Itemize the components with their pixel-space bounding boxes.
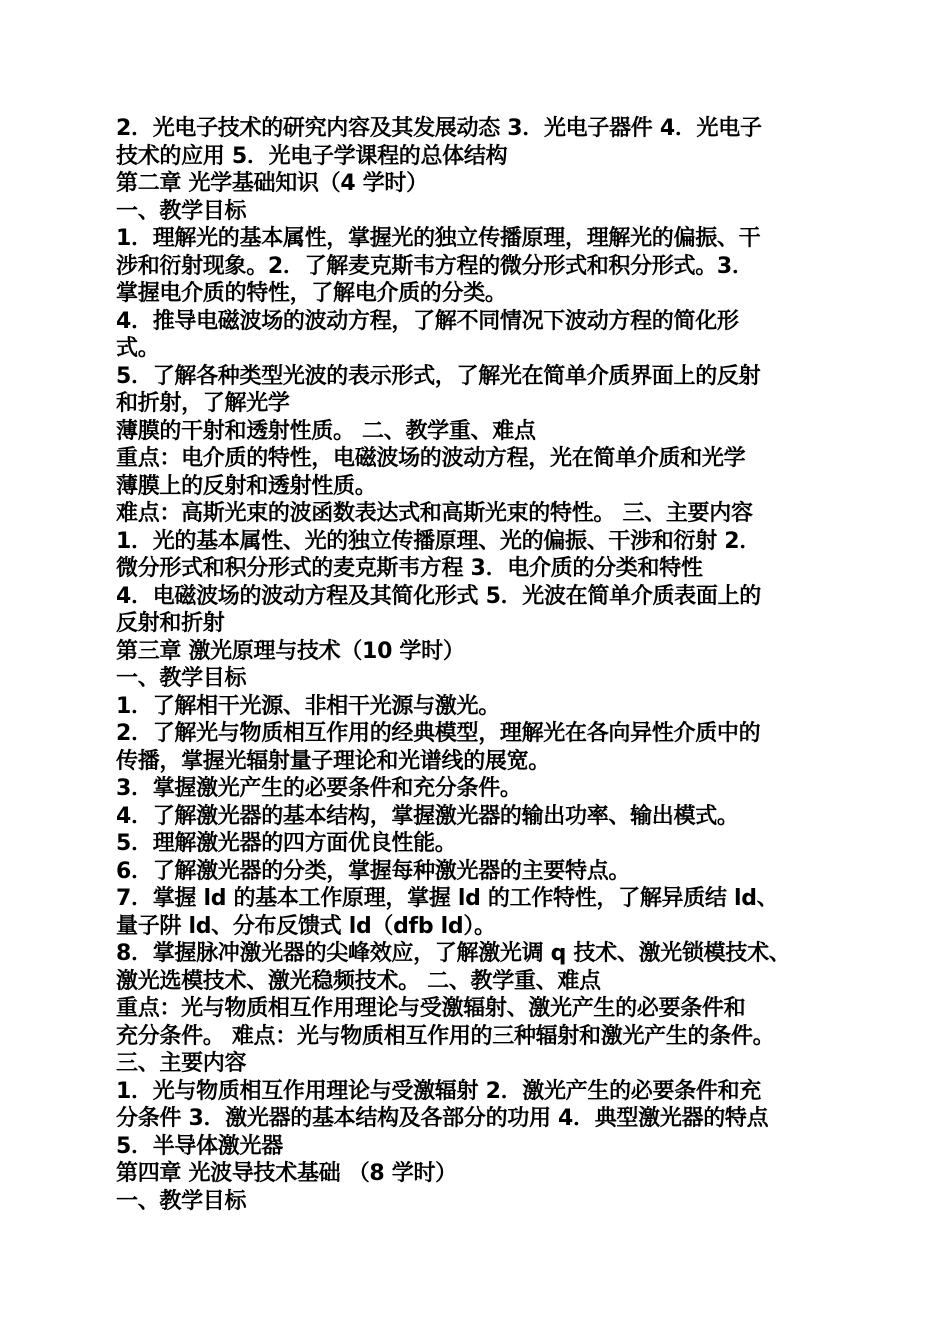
text-line: 重点：光与物质相互作用理论与受激辐射、激光产生的必要条件和	[116, 996, 746, 1021]
text-line: 掌握电介质的特性，了解电介质的分类。	[116, 281, 507, 306]
text-line: 式。	[116, 336, 160, 361]
text-line: 1．光与物质相互作用理论与受激辐射 2．激光产生的必要条件和充	[116, 1078, 761, 1104]
text-line: 和折射，了解光学	[116, 391, 290, 416]
chapter-heading: 第二章 光学基础知识（4 学时）	[116, 171, 428, 196]
text-line: 4．推导电磁波场的波动方程，了解不同情况下波动方程的简化形	[116, 308, 739, 334]
text-line: 反射和折射	[116, 611, 225, 636]
text-line: 重点：电介质的特性，电磁波场的波动方程，光在简单介质和光学	[116, 446, 746, 471]
text-line: 7．掌握 ld 的基本工作原理，掌握 ld 的工作特性，了解异质结 ld、	[116, 886, 779, 911]
text-line: 5．了解各种类型光波的表示形式，了解光在简单介质界面上的反射	[116, 363, 761, 389]
text-line: 8．掌握脉冲激光器的尖峰效应，了解激光调 q 技术、激光锁模技术、	[116, 941, 791, 966]
text-line: 2．光电子技术的研究内容及其发展动态 3．光电子器件 4．光电子	[116, 116, 762, 141]
text-line: 1．了解相干光源、非相干光源与激光。	[116, 693, 500, 719]
text-line: 涉和衍射现象。2．了解麦克斯韦方程的微分形式和积分形式。3．	[116, 253, 754, 279]
text-line: 微分形式和积分形式的麦克斯韦方程 3．电介质的分类和特性	[116, 556, 703, 581]
chapter-heading: 第四章 光波导技术基础 （8 学时）	[116, 1161, 457, 1186]
text-line: 传播，掌握光辐射量子理论和光谱线的展宽。	[116, 748, 551, 774]
text-line: 5．半导体激光器	[116, 1133, 283, 1159]
section-heading: 一、教学目标	[116, 1188, 247, 1214]
text-line: 激光选模技术、激光稳频技术。 二、教学重、难点	[116, 968, 601, 994]
text-line: 4．了解激光器的基本结构，掌握激光器的输出功率、输出模式。	[116, 803, 739, 829]
document-body	[116, 115, 836, 1215]
text-line: 4．电磁波场的波动方程及其简化形式 5．光波在简单介质表面上的	[116, 583, 761, 609]
text-line: 5．理解激光器的四方面优良性能。	[116, 831, 457, 856]
text-line: 技术的应用 5．光电子学课程的总体结构	[116, 143, 508, 169]
text-line: 分条件 3．激光器的基本结构及各部分的功用 4．典型激光器的特点	[116, 1106, 769, 1131]
text-line: 3．掌握激光产生的必要条件和充分条件。	[116, 776, 522, 801]
text-line: 薄膜上的反射和透射性质。	[116, 473, 377, 499]
text-line: 量子阱 ld、分布反馈式 ld（dfb ld）。	[116, 913, 496, 939]
text-line: 难点：高斯光束的波函数表达式和高斯光束的特性。 三、主要内容	[116, 501, 753, 526]
text-line: 1．光的基本属性、光的独立传播原理、光的偏振、干涉和衍射 2．	[116, 528, 761, 554]
text-line: 充分条件。 难点：光与物质相互作用的三种辐射和激光产生的条件。	[116, 1023, 775, 1049]
text-line: 薄膜的干射和透射性质。 二、教学重、难点	[116, 418, 536, 444]
text-line: 1．理解光的基本属性，掌握光的独立传播原理，理解光的偏振、干	[116, 226, 761, 251]
section-heading: 一、教学目标	[116, 666, 247, 691]
section-heading: 三、主要内容	[116, 1051, 247, 1076]
text-line: 2．了解光与物质相互作用的经典模型，理解光在各向异性介质中的	[116, 721, 761, 746]
chapter-heading: 第三章 激光原理与技术（10 学时）	[116, 638, 465, 664]
text-line: 6．了解激光器的分类，掌握每种激光器的主要特点。	[116, 858, 631, 884]
section-heading: 一、教学目标	[116, 198, 247, 224]
